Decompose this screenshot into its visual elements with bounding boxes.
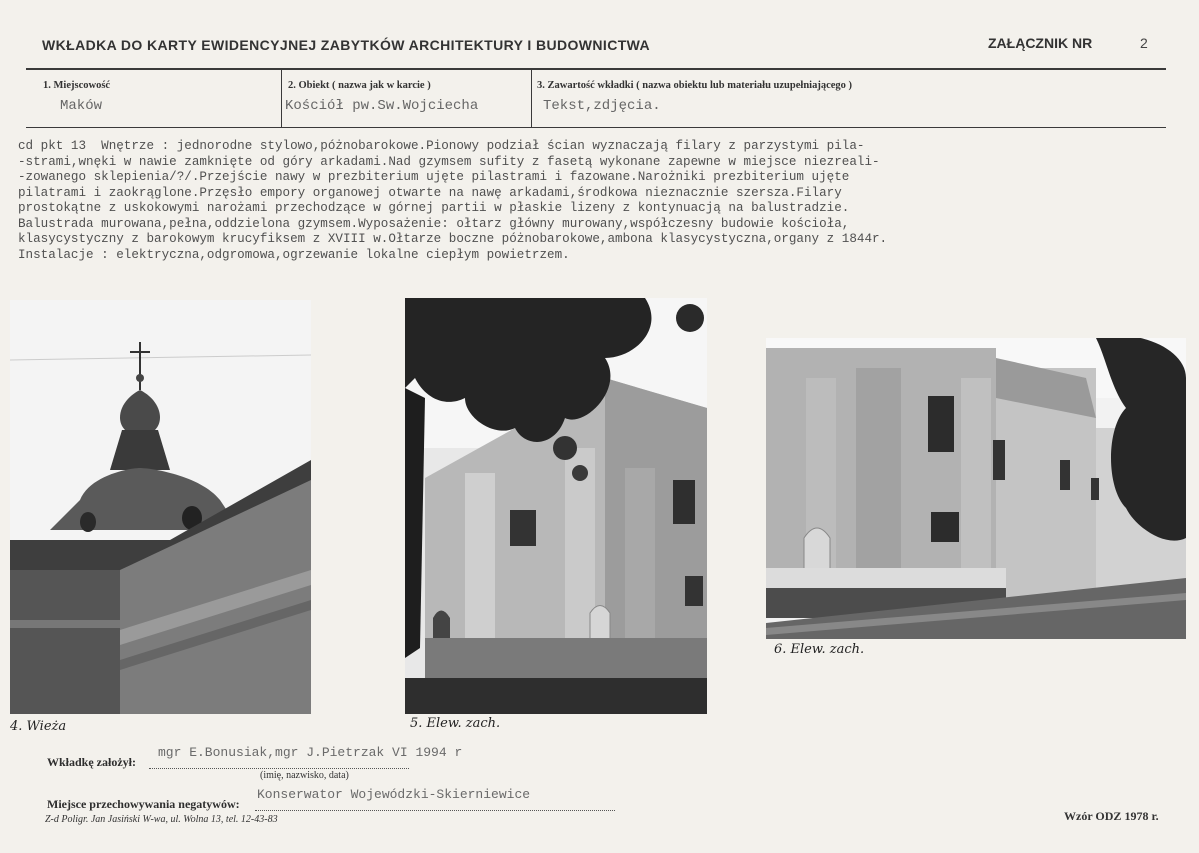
body-line: -strami,wnęki w nawie zamknięte od góry arkadami.Nad gzymsem sufity z fasetą wykonane zapewne w miejsce niezreali- [18,154,880,169]
photo-tower [10,300,311,714]
content-value: Tekst,zdjęcia. [543,98,661,114]
body-line: Balustrada murowana,pełna,oddzielona gzymsem.Wyposażenie: ołtarz główny murowany,współczesny budowie kościoła, [18,216,850,231]
body-line: Instalacje : elektryczna,odgromowa,ogrzewanie lokalne ciepłym powietrzem. [18,247,570,262]
attachment-label: ZAŁĄCZNIK NR [988,35,1093,51]
field-separator [531,70,532,127]
object-label: 2. Obiekt ( nazwa jak w karcie ) [288,80,431,91]
caption-photo-6: 6. Elew. zach. [774,642,865,657]
header-rule-top [26,68,1166,70]
printer-imprint: Z-d Poligr. Jan Jasiński W-wa, ul. Wolna 13, tel. 12-43-83 [45,814,278,825]
caption-photo-5: 5. Elew. zach. [410,716,501,731]
document-title: WKŁADKA DO KARTY EWIDENCYJNEJ ZABYTKÓW ARCHITEKTURY I BUDOWNICTWA [42,37,651,53]
caption-photo-4: 4. Wieża [10,719,67,734]
place-label: 1. Miejscowość [43,80,111,91]
field-separator [281,70,282,127]
negatives-label: Miejsce przechowywania negatywów: [47,797,240,811]
author-label: Wkładkę założył: [47,755,136,769]
description-text [18,139,1183,263]
negatives-dotted-line [255,810,615,811]
author-value: mgr E.Bonusiak,mgr J.Pietrzak VI 1994 r [158,745,463,760]
body-line: pilatrami i zaokrąglone.Przęsło empory organowej otwarte na nawę arkadami,środkowa nieznacznie szersza.Filary [18,185,842,200]
content-label: 3. Zawartość wkładki ( nazwa obiektu lub materiału uzupełniającego ) [537,80,853,91]
body-line: prostokątne z uskokowymi narożami przechodzące w górnej partii w płaskie lizeny z kontynuacją na balustradzie. [18,201,850,215]
photo-west-facade-tree [405,298,707,714]
body-line: cd pkt 13 Wnętrze : jednorodne stylowo,póżnobarokowe.Pionowy podział ścian wyznaczają filary z parzystymi pila- [18,139,865,153]
header-rule-bottom [26,127,1166,128]
attachment-number: 2 [1140,35,1148,51]
form-id: Wzór ODZ 1978 r. [1064,809,1159,823]
photo-side-facade [766,338,1186,639]
object-value: Kościół pw.Sw.Wojciecha [285,98,479,114]
place-value: Maków [60,98,103,114]
author-dotted-line [149,768,409,769]
author-hint: (imię, nazwisko, data) [260,770,349,781]
negatives-value: Konserwator Wojewódzki-Skierniewice [257,787,531,802]
body-line: klasycystyczny z barokowym krucyfiksem z XVIII w.Ołtarze boczne póżnobarokowe,ambona klasycystyczna,organy z 1844r. [18,232,888,246]
body-line: -zowanego sklepienia/?/.Przejście nawy w prezbiterium ujęte pilastrami i fazowane.Narożniki prezbiterium ujęte [18,170,850,184]
